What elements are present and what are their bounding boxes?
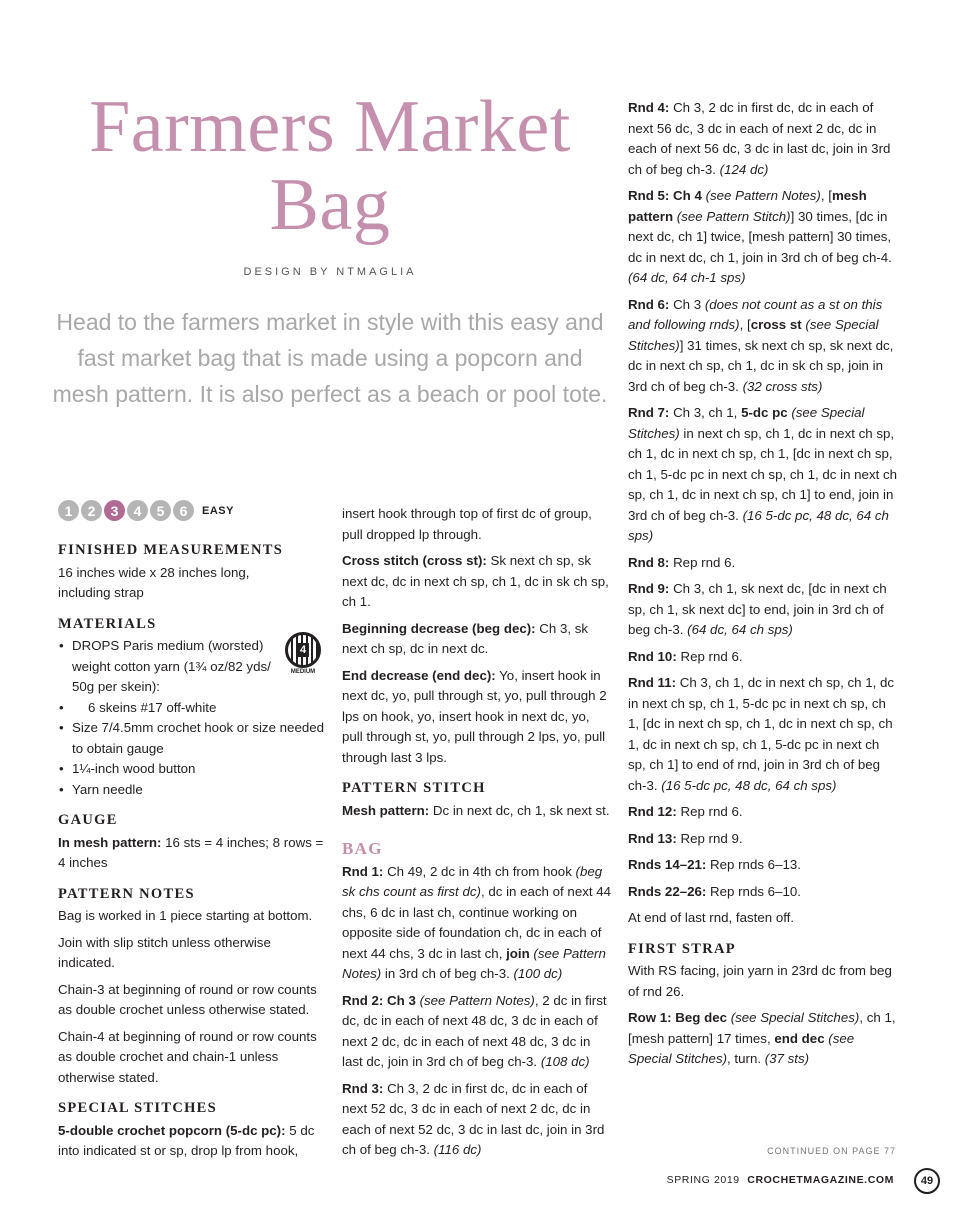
- column-2: [342, 504, 612, 1167]
- material-item: • Yarn needle: [72, 780, 326, 801]
- round-10: Rnd 10: Rep rnd 6.: [628, 648, 743, 664]
- intro-text: Head to the farmers market in style with this easy and fast market bag that is made using a popcorn and mesh pattern. It is also perfect as a beach or pool tote.: [52, 309, 608, 407]
- designer-credit: DESIGN BY NTMAGLIA: [243, 266, 417, 278]
- column-3: [628, 98, 900, 1076]
- footer-site: CROCHETMAGAZINE.COM: [747, 1174, 894, 1186]
- finished-measurements-text: 16 inches wide x 28 inches long, including strap: [58, 564, 250, 600]
- round-9: Rnd 9: Ch 3, ch 1, sk next dc, [dc in next ch sp, ch 1, sk next dc] to end, join in 3rd ch of beg ch-3. (64 dc, 64 ch sps): [628, 581, 887, 637]
- column-1: [58, 540, 326, 1168]
- footer-issue: SPRING 2019: [666, 1174, 740, 1186]
- pattern-note: Chain-4 at beginning of round or row counts as double crochet and chain-1 unless otherwise stated.: [58, 1028, 317, 1085]
- strap-intro: With RS facing, join yarn in 23rd dc from beg of rnd 26.: [628, 963, 892, 999]
- skill-level-4: 4: [127, 500, 148, 521]
- material-item: • Size 7/4.5mm crochet hook or size needed to obtain gauge: [72, 718, 326, 759]
- material-item: • 1¼-inch wood button: [72, 759, 326, 780]
- material-item: • DROPS Paris medium (worsted) weight cotton yarn (1¾ oz/82 yds/ 50g per skein):: [72, 636, 272, 698]
- page-number: 49: [914, 1168, 940, 1194]
- first-strap-heading: FIRST STRAP: [628, 940, 736, 957]
- rounds-14-21: Rnds 14–21: Rep rnds 6–13.: [628, 857, 801, 872]
- round-5: Rnd 5: Ch 4 (see Pattern Notes), [mesh pattern (see Pattern Stitch)] 30 times, [dc in next dc, ch 1] twice, [mesh pattern] 30 times, dc in next dc, ch 1, join in 3rd ch of beg ch-4. (64 dc, 64 ch-1 sps): [628, 188, 892, 285]
- end-dec-text: End decrease (end dec): Yo, insert hook in next dc, yo, pull through st, yo, pull through 2 lps on hook, yo, insert hook in next dc, yo, pull through st, yo, pull through 2 lps, yo, pull through last 3 lps.: [342, 667, 607, 765]
- round-11: Rnd 11: Ch 3, ch 1, dc in next ch sp, ch 1, dc in next ch sp, ch 1, 5-dc pc in next ch sp, ch 1, [dc in next ch sp, ch 1, dc in next ch sp, ch 1, dc in next ch sp, ch 1, 5-dc pc in next ch sp, ch 1] to end of rnd, join in 3rd ch of beg ch-3. (16 5-dc pc, 48 dc, 64 ch sps): [628, 675, 895, 793]
- skill-level: [58, 500, 234, 521]
- skill-level-1: 1: [58, 500, 79, 521]
- mesh-pattern-text: Mesh pattern: Dc in next dc, ch 1, sk next st.: [342, 802, 610, 818]
- materials-heading: MATERIALS: [58, 615, 157, 632]
- cross-stitch-text: Cross stitch (cross st): Sk next ch sp, sk next dc, dc in next ch sp, ch 1, dc in sk ch sp, ch 1.: [342, 553, 609, 609]
- material-sub-item: • 6 skeins #17 off-white: [72, 698, 326, 719]
- pattern-note: Bag is worked in 1 piece starting at bottom.: [58, 908, 313, 923]
- round-2: Rnd 2: Ch 3 (see Pattern Notes), 2 dc in first dc, dc in each of next 48 dc, 3 dc in each of next 2 dc, dc in each of next 48 dc, 3 dc in last dc, join in 3rd ch of beg ch-3. (108 dc): [342, 992, 607, 1069]
- pattern-notes-heading: PATTERN NOTES: [58, 885, 195, 902]
- continued-note: CONTINUED ON PAGE 77: [767, 1146, 896, 1156]
- round-6: Rnd 6: Ch 3 (does not count as a st on this and following rnds), [cross st (see Special Stitches)] 31 times, sk next ch sp, sk next dc, dc in next ch sp, ch 1, dc in sk ch sp, join in 3rd ch of beg ch-3. (32 cross sts): [628, 296, 894, 394]
- round-7: Rnd 7: Ch 3, ch 1, 5-dc pc (see Special Stitches) in next ch sp, ch 1, dc in next ch sp, ch 1, dc in next ch sp, ch 1, [dc in next ch sp, ch 1, 5-dc pc in next ch sp, ch 1, dc in next ch sp, ch 1, dc in next ch sp, ch 1] to end, join in 3rd ch of beg ch-3. (16 5-dc pc, 48 dc, 64 ch sps): [628, 405, 898, 543]
- pattern-note: Chain-3 at beginning of round or row counts as double crochet unless otherwise stated.: [58, 981, 317, 1017]
- gauge-text: In mesh pattern: 16 sts = 4 inches; 8 rows = 4 inches: [58, 834, 324, 870]
- pattern-stitch-heading: PATTERN STITCH: [342, 780, 486, 796]
- page-footer: [667, 1174, 894, 1186]
- special-stitches-heading: SPECIAL STITCHES: [58, 1100, 218, 1116]
- skill-level-label: EASY: [202, 504, 234, 517]
- pattern-note: Join with slip stitch unless otherwise indicated.: [58, 934, 271, 970]
- fasten-off: At end of last rnd, fasten off.: [628, 910, 795, 925]
- strap-row-1: Row 1: Beg dec (see Special Stitches), ch 1, [mesh pattern] 17 times, end dec (see Special Stitches), turn. (37 sts): [628, 1010, 896, 1066]
- materials-list: [58, 636, 326, 800]
- finished-measurements-heading: FINISHED MEASUREMENTS: [58, 542, 284, 558]
- skill-level-3-active: 3: [104, 500, 125, 521]
- skill-level-6: 6: [173, 500, 194, 521]
- round-4: Rnd 4: Ch 3, 2 dc in first dc, dc in each of next 56 dc, 3 dc in each of next 2 dc, dc in each of next 56 dc, 3 dc in last dc, join in 3rd ch of beg ch-3. (124 dc): [628, 100, 891, 177]
- gauge-heading: GAUGE: [58, 812, 118, 828]
- round-13: Rnd 13: Rep rnd 9.: [628, 830, 743, 846]
- round-1: Rnd 1: Ch 49, 2 dc in 4th ch from hook (beg sk chs count as first dc), dc in each of next 44 chs, 6 dc in last ch, continue working on opposite side of foundation ch, dc in each of next 44 chs, 3 dc in last ch, join (see Pattern Notes) in 3rd ch of beg ch-3. (100 dc): [342, 863, 612, 981]
- skill-level-5: 5: [150, 500, 171, 521]
- popcorn-stitch-continued: insert hook through top of first dc of group, pull dropped lp through.: [342, 506, 592, 542]
- round-8: Rnd 8: Rep rnd 6.: [628, 554, 736, 570]
- yarn-weight-label: MEDIUM: [290, 669, 316, 675]
- skill-level-2: 2: [81, 500, 102, 521]
- round-12: Rnd 12: Rep rnd 6.: [628, 804, 743, 819]
- beg-dec-text: Beginning decrease (beg dec): Ch 3, sk next ch sp, dc in next dc.: [342, 620, 589, 656]
- round-3: Rnd 3: Ch 3, 2 dc in first dc, dc in each of next 52 dc, 3 dc in each of next 2 dc, dc in each of next 52 dc, 3 dc in last dc, join in 3rd ch of beg ch-3. (116 dc): [342, 1080, 605, 1157]
- yarn-weight-number: 4: [297, 643, 309, 657]
- bag-heading: BAG: [342, 839, 383, 858]
- rounds-22-26: Rnds 22–26: Rep rnds 6–10.: [628, 883, 801, 899]
- page-title: Farmers Market Bag: [89, 86, 571, 246]
- popcorn-stitch-text: 5-double crochet popcorn (5-dc pc): 5 dc into indicated st or sp, drop lp from hook,: [58, 1122, 315, 1158]
